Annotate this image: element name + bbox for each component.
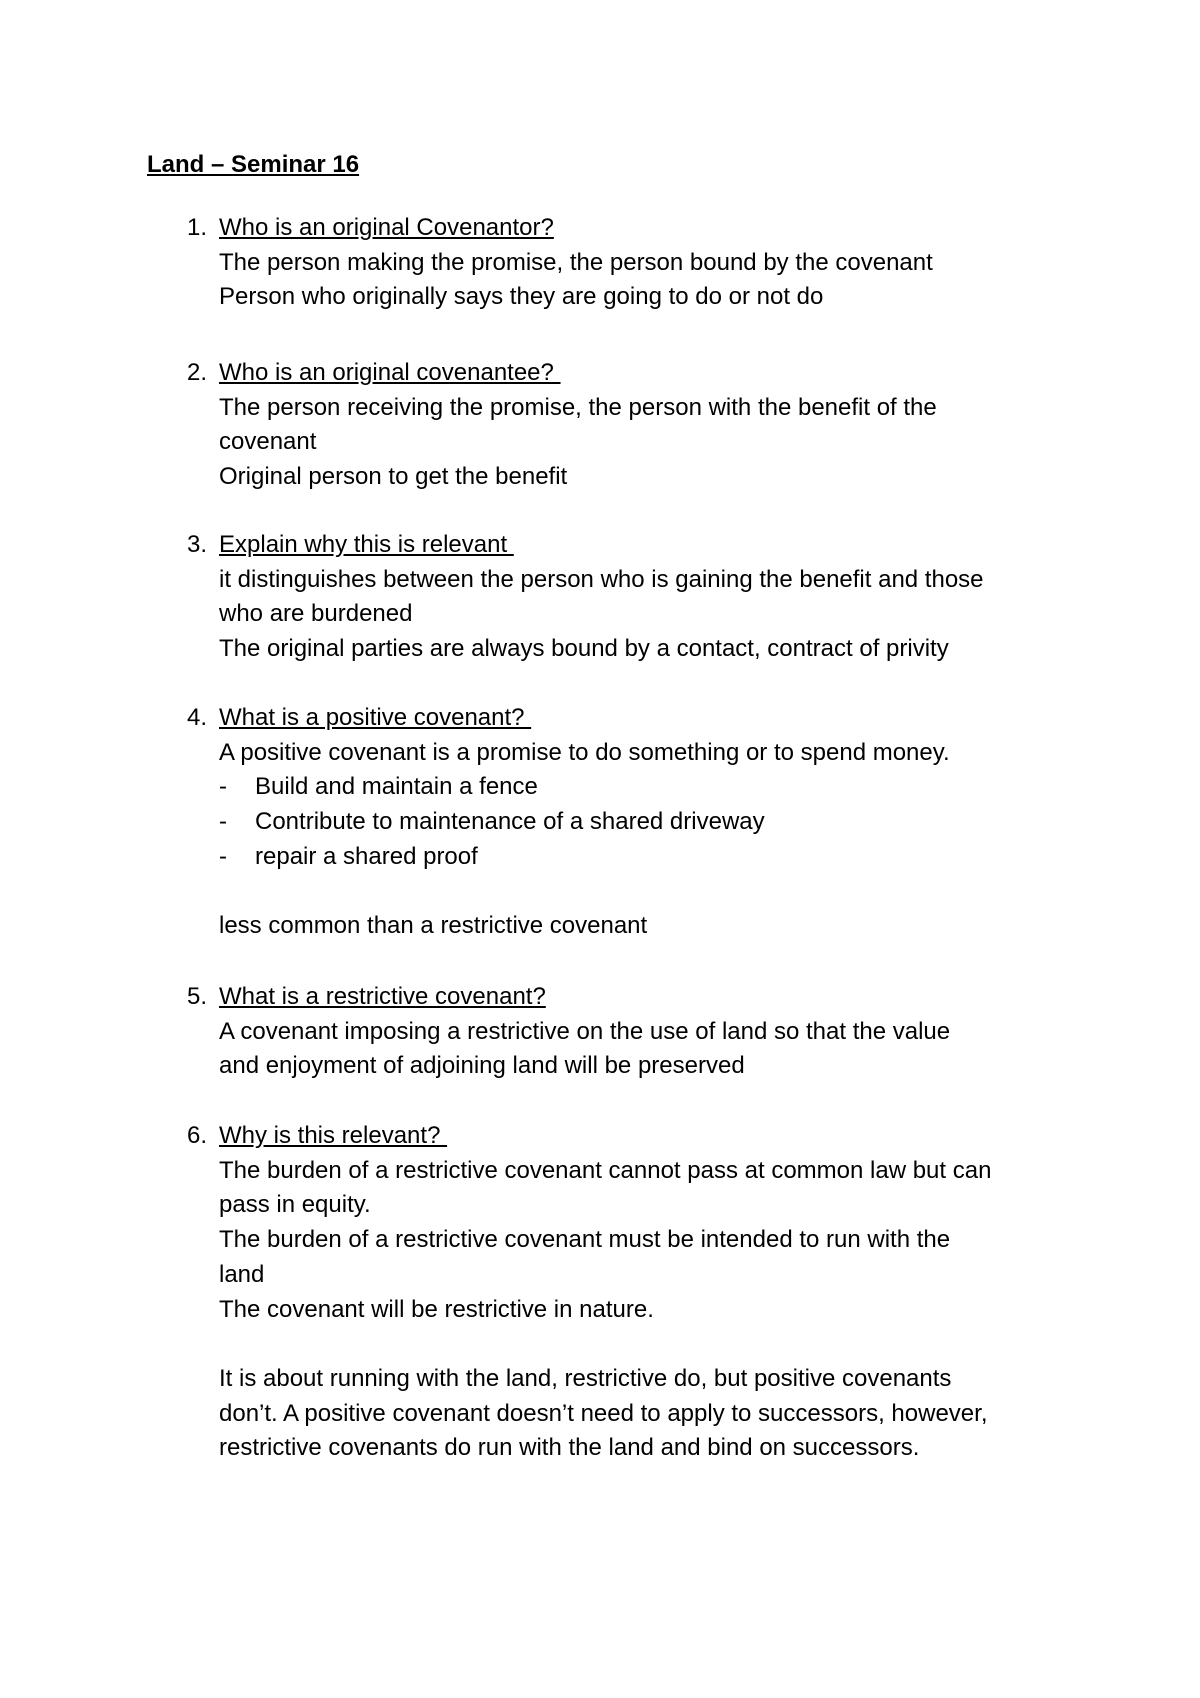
- question-6: [147, 1119, 1087, 1466]
- bullet-item: [219, 805, 1087, 840]
- question-number: 3.: [186, 531, 207, 558]
- answer-line: Original person to get the benefit: [219, 463, 568, 491]
- blank-line: [219, 1327, 1087, 1362]
- bullet-dash: -: [219, 842, 227, 870]
- answer-line: A positive covenant is a promise to do something or to spend money.: [219, 738, 950, 766]
- bullet-item: [219, 770, 1087, 805]
- answer-line: less common than a restrictive covenant: [219, 912, 648, 940]
- answer-line: don’t. A positive covenant doesn’t need to apply to successors, however,: [219, 1399, 988, 1427]
- question-heading: Who is an original covenantee?: [219, 359, 561, 386]
- document-title: Land – Seminar 16: [147, 151, 360, 178]
- answer-line: The person making the promise, the person bound by the covenant: [219, 248, 933, 276]
- question-heading: Explain why this is relevant: [219, 531, 514, 558]
- answer-line: It is about running with the land, restrictive do, but positive covenants: [219, 1364, 952, 1392]
- answer-line: A covenant imposing a restrictive on the use of land so that the value: [219, 1017, 951, 1045]
- question-number: 5.: [186, 983, 207, 1010]
- answer-line: land: [219, 1260, 265, 1288]
- question-heading: What is a restrictive covenant?: [219, 983, 546, 1010]
- bullet-dash: -: [219, 808, 227, 836]
- answer-line: The burden of a restrictive covenant cannot pass at common law but can: [219, 1156, 992, 1184]
- bullet-text: repair a shared proof: [255, 842, 478, 870]
- question-4: [147, 701, 1087, 944]
- blank-line: [219, 875, 1087, 910]
- question-number: 1.: [186, 214, 207, 241]
- question-2: [147, 356, 1087, 495]
- answer-line: The person receiving the promise, the person with the benefit of the: [219, 393, 937, 421]
- bullet-text: Contribute to maintenance of a shared driveway: [255, 808, 765, 836]
- bullet-dash: -: [219, 773, 227, 801]
- question-1: [147, 211, 1087, 315]
- answer-line: The burden of a restrictive covenant must be intended to run with the: [219, 1226, 951, 1254]
- answer-line: The original parties are always bound by a contact, contract of privity: [219, 635, 949, 663]
- question-number: 2.: [186, 359, 207, 386]
- question-number: 4.: [186, 704, 207, 731]
- question-heading: Why is this relevant?: [219, 1122, 448, 1149]
- question-number: 6.: [186, 1122, 207, 1149]
- bullet-text: Build and maintain a fence: [255, 773, 538, 801]
- answer-line: and enjoyment of adjoining land will be preserved: [219, 1052, 745, 1080]
- bullet-item: [219, 840, 1087, 875]
- question-3: [147, 528, 1087, 667]
- answer-line: who are burdened: [219, 600, 413, 628]
- question-heading: Who is an original Covenantor?: [219, 214, 554, 241]
- answer-line: pass in equity.: [219, 1191, 371, 1219]
- answer-line: it distinguishes between the person who is gaining the benefit and those: [219, 565, 984, 593]
- question-5: [147, 980, 1087, 1084]
- answer-line: The covenant will be restrictive in nature.: [219, 1295, 654, 1323]
- question-heading: What is a positive covenant?: [219, 704, 532, 731]
- answer-line: Person who originally says they are going to do or not do: [219, 283, 824, 311]
- answer-line: restrictive covenants do run with the land and bind on successors.: [219, 1434, 920, 1462]
- answer-line: covenant: [219, 428, 317, 456]
